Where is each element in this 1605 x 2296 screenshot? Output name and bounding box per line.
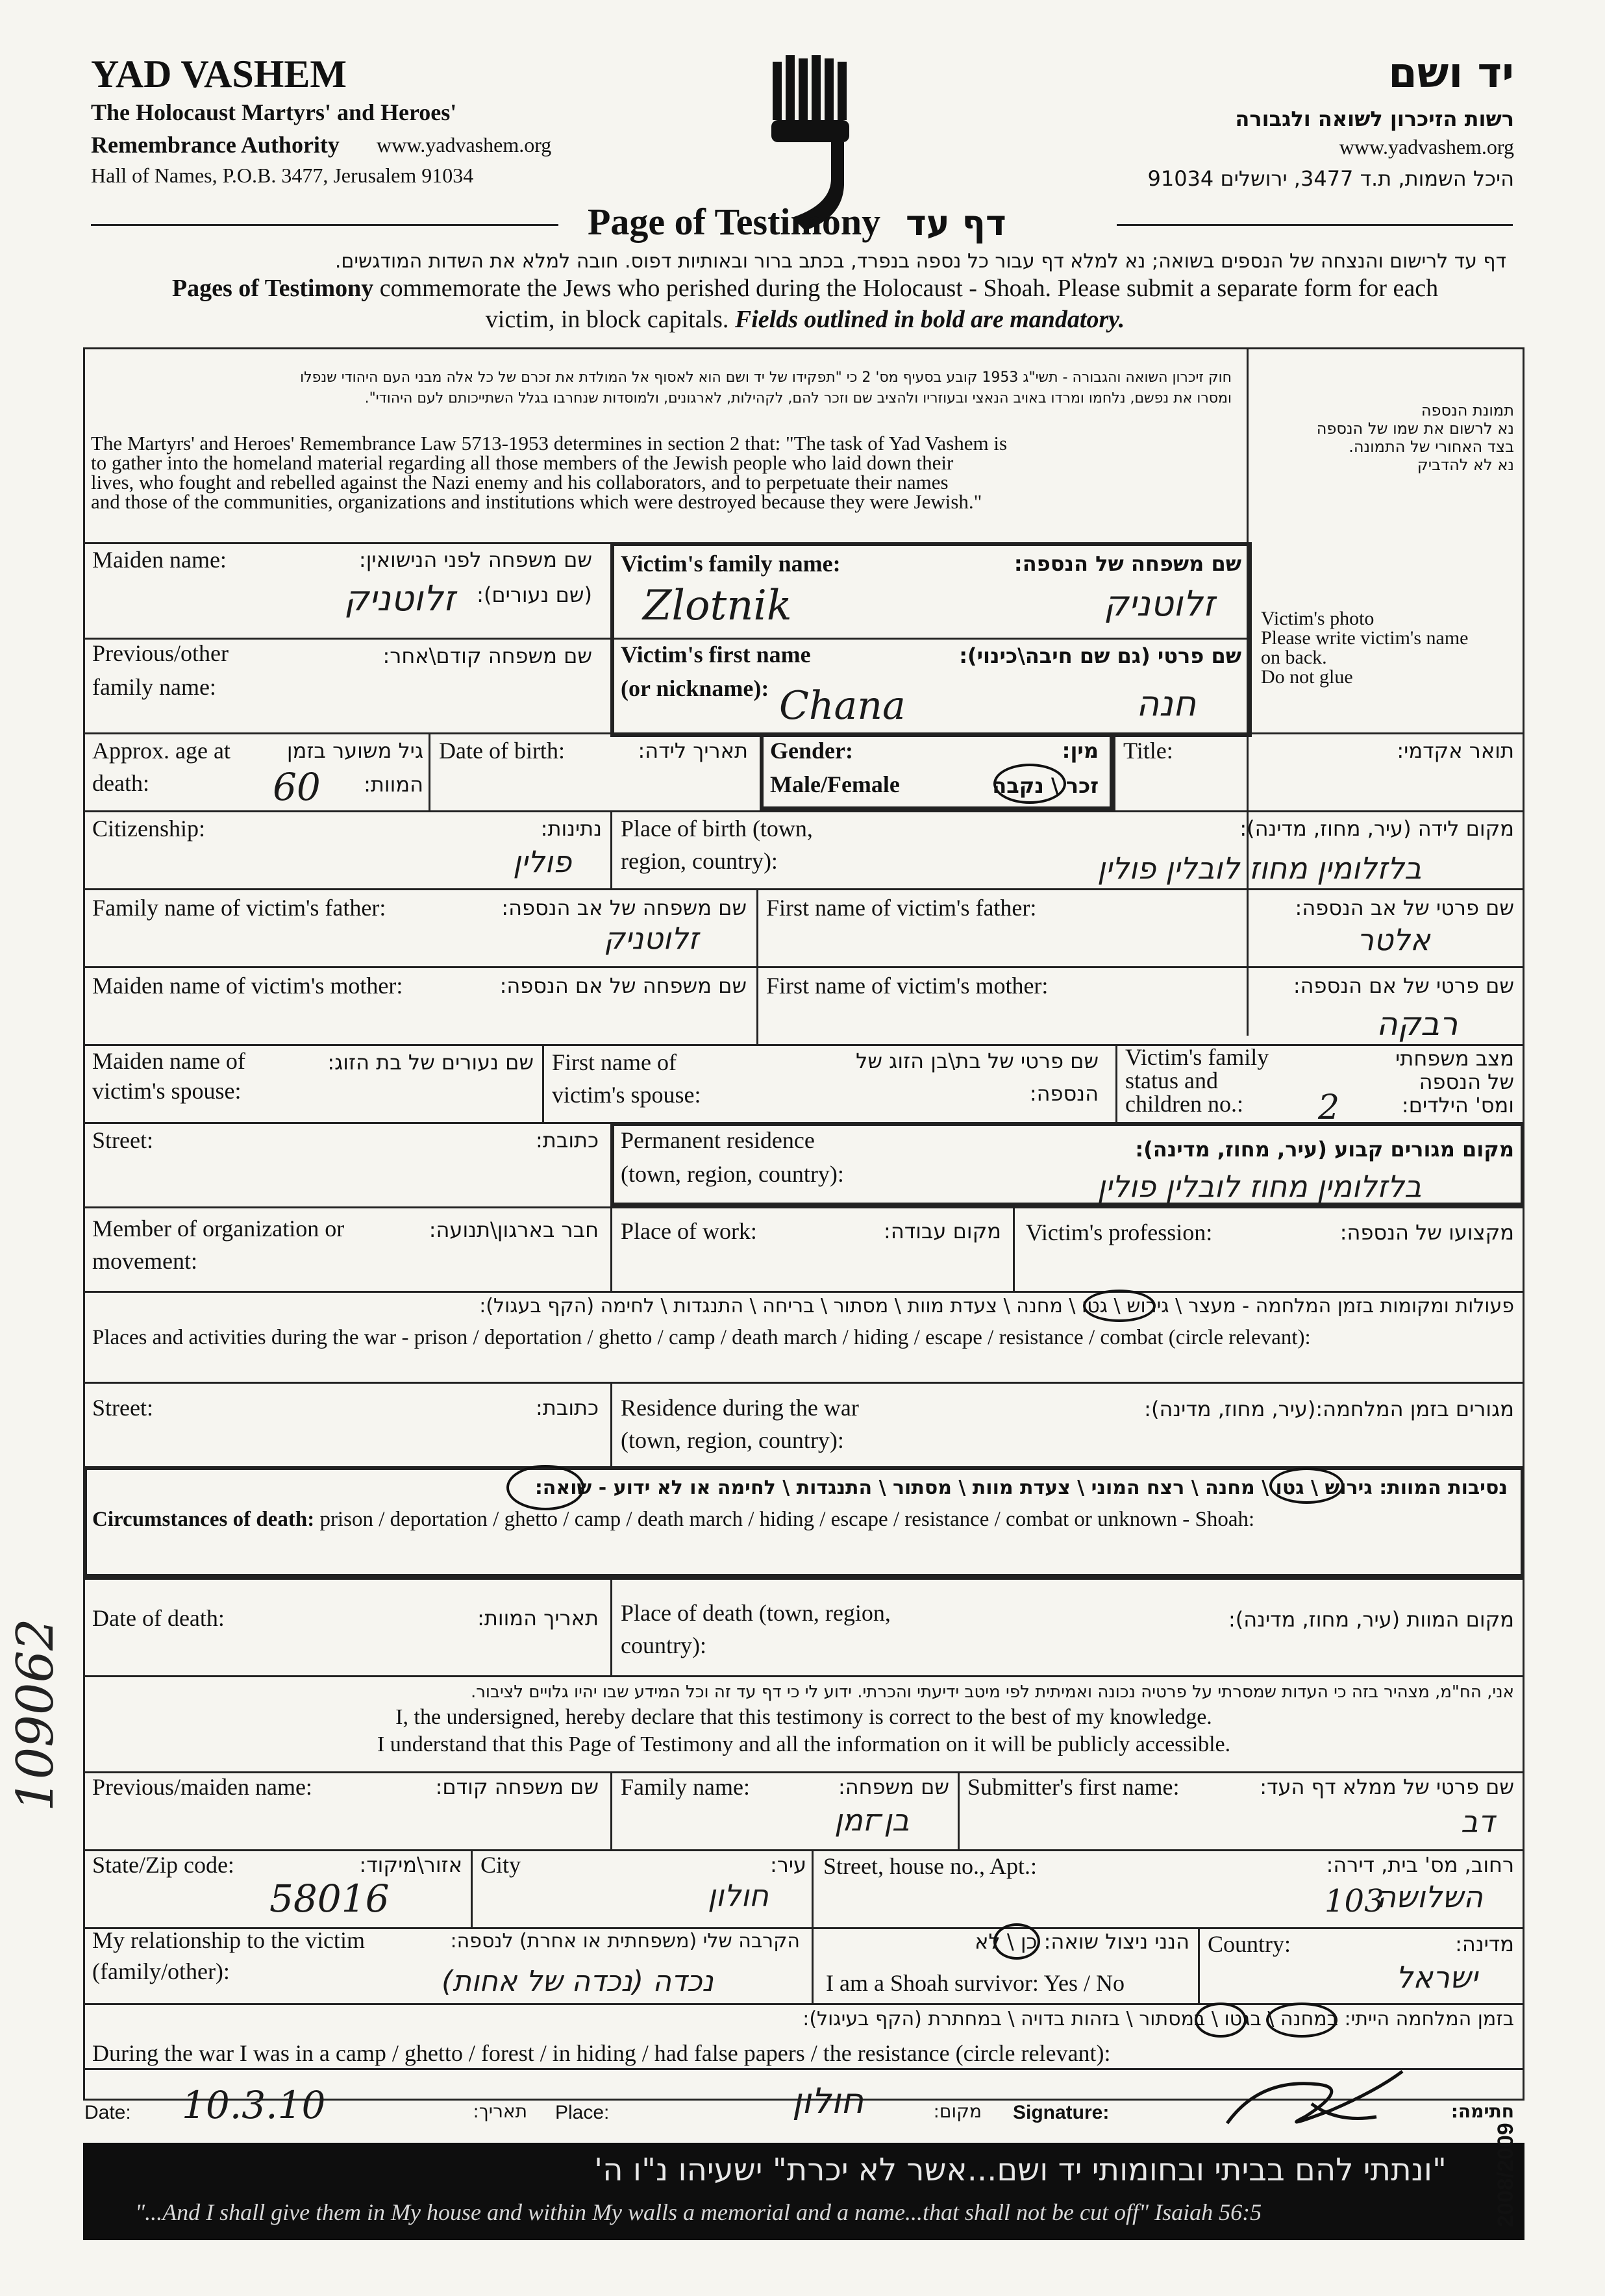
row-line bbox=[83, 1849, 1524, 1851]
survivor-label-he: הנני ניצול שואה: כן \ לא bbox=[975, 1929, 1189, 1954]
street-address-label-he: רחוב, מס' בית, דירה: bbox=[1326, 1853, 1514, 1877]
law-text-he: חוק זיכרון השואה והגבורה - תשי"ג 1953 קובע בסעיף מס' 2 כי "תפקידו של יד ושם הוא לאסוף אל המולדת את זכרם של כל אלה מבני העם היהודי שנפלו bbox=[300, 369, 1232, 386]
maiden-name-label-he: שם משפחה לפני הנישואין: bbox=[358, 547, 592, 572]
survivor-yes-circle[interactable] bbox=[993, 1923, 1040, 1960]
residence-label-he: מקום מגורים קבוע (עיר, מחוז, מדינה): bbox=[1135, 1137, 1514, 1162]
first-name-label: Victim's first name bbox=[621, 642, 811, 668]
photo-instructions-en bbox=[1261, 609, 1468, 687]
family-name-label: Victim's family name: bbox=[621, 551, 841, 577]
pob-label-he: מקום לידה (עיר, מחוז, מדינה): bbox=[1239, 816, 1514, 841]
law-line-3: lives, who fought and rebelled against the Nazi enemy and his collaborators, and to perpetuate their names bbox=[91, 471, 949, 493]
gender-label-he-2: זכר \ נקבה bbox=[992, 773, 1099, 798]
maiden-name-label-he-2: (שם נעורים): bbox=[477, 582, 592, 607]
signature-label-he: חתימה: bbox=[1450, 2101, 1514, 2122]
city-value[interactable]: חולון bbox=[708, 1878, 769, 1913]
signature-label: Signature: bbox=[1013, 2102, 1110, 2123]
submitter-prev-name-label-he: שם משפחה קודם: bbox=[435, 1775, 599, 1799]
address-he: היכל השמות, ת.ד 3477, ירושלים 91034 bbox=[1147, 166, 1514, 191]
row-line bbox=[83, 1578, 1524, 1580]
spouse-maiden-label: Maiden name of bbox=[92, 1048, 245, 1074]
war-residence-label-he: מגורים בזמן המלחמה:(עיר, מחוז, מדינה): bbox=[1144, 1397, 1514, 1421]
pod-label: Place of death (town, region, bbox=[621, 1600, 891, 1626]
pod-label-2: country): bbox=[621, 1632, 706, 1658]
country-value[interactable]: ישראל bbox=[1396, 1960, 1478, 1995]
city-label: City bbox=[480, 1852, 521, 1878]
first-name-label-he: שם פרטי (גם שם חיבה\כינוי): bbox=[959, 643, 1241, 668]
declaration-line-1: I, the undersigned, hereby declare that this testimony is correct to the best of my knowledge. bbox=[395, 1705, 1212, 1729]
age-label-he-2: המוות: bbox=[364, 772, 423, 797]
spouse-first-label-2: victim's spouse: bbox=[552, 1082, 701, 1108]
row-line bbox=[83, 1044, 1524, 1046]
father-family-value[interactable]: זלוטניק bbox=[604, 921, 699, 956]
date-value[interactable]: 10.3.10 bbox=[182, 2083, 326, 2127]
first-name-value-en[interactable]: Chana bbox=[779, 683, 906, 729]
profession-label-he: מקצועו של הנספה: bbox=[1339, 1220, 1514, 1245]
archive-number: 109062 bbox=[6, 1618, 65, 1812]
zip-value[interactable]: 58016 bbox=[269, 1877, 390, 1921]
family-status-label-he: מצב משפחתי bbox=[1395, 1046, 1514, 1071]
law-line-4: and those of the communities, organizations and institutions which were destroyed because they were Jewish." bbox=[91, 490, 982, 513]
col-line bbox=[1013, 1206, 1015, 1291]
footer-quote-en: "...And I shall give them in My house and within My walls a memorial and a name...that shall not be cut off" Isaiah 56:5 bbox=[135, 2199, 1262, 2225]
mother-maiden-label: Maiden name of victim's mother: bbox=[92, 973, 403, 999]
prev-name-label-he: שם משפחה קודם\אחר: bbox=[382, 643, 592, 668]
submitter-family-name-label: Family name: bbox=[621, 1774, 750, 1800]
header-divider-left bbox=[91, 224, 558, 226]
row-line bbox=[83, 966, 1524, 968]
place-label-he: מקום: bbox=[933, 2101, 982, 2122]
citizenship-label: Citizenship: bbox=[92, 816, 205, 842]
col-line bbox=[958, 1771, 960, 1849]
law-text-en bbox=[91, 434, 1240, 512]
relationship-label: My relationship to the victim bbox=[92, 1927, 365, 1953]
member-label-he: חבר בארגון\תנועה: bbox=[429, 1217, 599, 1242]
intro-en bbox=[91, 273, 1519, 335]
war-activities-he: פעולות ומקומות בזמן המלחמה - מעצר \ גירוש \ גטו \ מחנה \ צעדת מוות \ מסתור \ בריחה \ התנגדות \ לחימה (הקף בעגול): bbox=[479, 1295, 1514, 1317]
citizenship-value[interactable]: פולין bbox=[513, 844, 572, 879]
gender-female-circle[interactable] bbox=[993, 764, 1066, 804]
residence-label: Permanent residence bbox=[621, 1127, 815, 1153]
mother-first-label: First name of victim's mother: bbox=[766, 973, 1049, 999]
profession-label: Victim's profession: bbox=[1026, 1219, 1213, 1245]
photo-instructions-he bbox=[1267, 401, 1514, 474]
pob-value[interactable]: בלזלומין מחוז לובלין פולין bbox=[1097, 851, 1422, 886]
address-en: Hall of Names, P.O.B. 3477, Jerusalem 91034 bbox=[91, 164, 474, 187]
intro-he: דף עד לרישום והנצחה של הנספים בשואה; נא למלא דף עבור כל נספה בנפרד, בכתב ברור ובאותיות דפוס. חובה למלא את השדות המודגשים. bbox=[334, 250, 1506, 273]
col-line bbox=[610, 1578, 612, 1675]
father-family-label: Family name of victim's father: bbox=[92, 895, 386, 921]
maiden-name-label: Maiden name: bbox=[92, 547, 227, 573]
war-status-en: During the war I was in a camp / ghetto / forest / in hiding / had false papers / the resistance (circle relevant): bbox=[92, 2040, 1111, 2066]
father-first-value[interactable]: אלטר bbox=[1357, 922, 1430, 957]
page-title-en: Page of Testimony bbox=[588, 201, 881, 243]
age-label-he: גיל משוער בזמן bbox=[286, 738, 423, 763]
relationship-label-he: הקרבה שלי (משפחתית או אחרת) לנספה: bbox=[450, 1930, 800, 1953]
spouse-maiden-label-2: victim's spouse: bbox=[92, 1078, 242, 1104]
war-residence-label: Residence during the war bbox=[621, 1395, 859, 1421]
member-label-2: movement: bbox=[92, 1248, 197, 1274]
mother-first-label-he: שם פרטי של אם הנספה: bbox=[1293, 973, 1514, 998]
zip-label: State/Zip code: bbox=[92, 1852, 234, 1878]
row-line bbox=[83, 1675, 1524, 1677]
survivor-label: I am a Shoah survivor: Yes / No bbox=[826, 1970, 1125, 1996]
submitter-family-name-value[interactable]: בן־זמן bbox=[834, 1803, 910, 1838]
dod-label: Date of death: bbox=[92, 1605, 225, 1631]
war-residence-label-2: (town, region, country): bbox=[621, 1427, 844, 1453]
spouse-first-label-he-2: הנספה: bbox=[1029, 1081, 1099, 1106]
family-status-label-he-3: ומס' הילדים: bbox=[1401, 1093, 1514, 1117]
death-circ-en-text: prison / deportation / ghetto / camp / death march / hiding / escape / resistance / combat or unknown - Shoah: bbox=[314, 1508, 1255, 1531]
col-line bbox=[429, 732, 430, 810]
page-title-he: דף עד bbox=[906, 203, 1006, 243]
website-en: www.yadvashem.org bbox=[377, 133, 552, 156]
family-status-value[interactable]: 2 bbox=[1318, 1088, 1340, 1127]
photo-en-line: on back. bbox=[1261, 647, 1327, 668]
col-line bbox=[542, 1044, 544, 1122]
intro-en-text: commemorate the Jews who perished during the Holocaust - Shoah. Please submit a separate form for each bbox=[373, 275, 1439, 302]
gender-label-he: מין: bbox=[1062, 738, 1099, 763]
family-name-label-he: שם משפחה של הנספה: bbox=[1014, 551, 1241, 576]
family-status-label-3: children no.: bbox=[1125, 1091, 1243, 1117]
col-line bbox=[610, 1206, 612, 1291]
col-line bbox=[756, 888, 758, 1044]
photo-en-line: Victim's photo bbox=[1261, 608, 1375, 629]
first-name-label-2: (or nickname): bbox=[621, 675, 769, 701]
street-address-label: Street, house no., Apt.: bbox=[823, 1853, 1037, 1879]
country-label: Country: bbox=[1208, 1931, 1291, 1957]
intro-en-bold: Pages of Testimony bbox=[171, 275, 374, 302]
place-label: Place: bbox=[555, 2102, 610, 2123]
zip-label-he: אזור\מיקוד: bbox=[359, 1853, 462, 1877]
relationship-value[interactable]: נכדה (נכדה של אחות) bbox=[442, 1965, 714, 1998]
father-first-label-he: שם פרטי של אב הנספה: bbox=[1295, 895, 1514, 920]
footer-banner bbox=[83, 2143, 1524, 2240]
ghetto-circle[interactable] bbox=[1195, 2003, 1247, 2038]
age-value[interactable]: 60 bbox=[273, 765, 321, 809]
org-subtitle-en: The Holocaust Martyrs' and Heroes' bbox=[91, 99, 457, 125]
relationship-label-2: (family/other): bbox=[92, 1958, 230, 1984]
law-line-1: The Martyrs' and Heroes' Remembrance Law 5713-1953 determines in section 2 that: "The task of Yad Vashem is bbox=[91, 432, 1008, 455]
title-label: Title: bbox=[1123, 738, 1173, 764]
father-family-label-he: שם משפחה של אב הנספה: bbox=[501, 895, 747, 920]
residence-value[interactable]: בלזלומין מחוז לובלין פולין bbox=[1097, 1169, 1422, 1204]
war-street-label-he: כתובת: bbox=[536, 1395, 599, 1420]
row-line bbox=[83, 1382, 1524, 1384]
dob-label: Date of birth: bbox=[439, 738, 565, 764]
deportation-circle[interactable] bbox=[1083, 1290, 1156, 1322]
work-label: Place of work: bbox=[621, 1218, 757, 1244]
submitter-family-name-label-he: שם משפחה: bbox=[838, 1775, 949, 1799]
work-label-he: מקום עבודה: bbox=[884, 1219, 1001, 1243]
form-code: 2008/2009 bbox=[1493, 2123, 1518, 2227]
photo-he-line: נא לרשום את שמו של הנספה bbox=[1316, 419, 1514, 438]
residence-label-2: (town, region, country): bbox=[621, 1161, 844, 1187]
street-name-value[interactable]: השלושה bbox=[1376, 1879, 1483, 1914]
law-line-2: to gather into the homeland material regarding all those members of the Jewish people who laid down their bbox=[91, 451, 954, 474]
death-circ-en-bold: Circumstances of death: bbox=[92, 1508, 315, 1531]
signature-mark[interactable] bbox=[1221, 2065, 1415, 2136]
col-line bbox=[610, 1382, 612, 1466]
street-number-value[interactable]: 103 bbox=[1325, 1883, 1384, 1919]
death-circ-he: נסיבות המוות: גירוש \ גטו \ מחנה \ רצח המוני \ צעדת מוות \ מסתור \ התנגדות \ לחימה או לא ידוע - שואה: bbox=[534, 1477, 1508, 1499]
family-status-label-2: status and bbox=[1125, 1067, 1218, 1093]
row-line bbox=[83, 1291, 1524, 1293]
citizenship-label-he: נתינות: bbox=[540, 816, 602, 841]
col-line bbox=[1198, 1927, 1200, 2003]
col-line bbox=[610, 810, 612, 888]
spouse-first-label: First name of bbox=[552, 1049, 677, 1075]
death-circ-en bbox=[92, 1505, 1254, 1534]
family-status-label-he-2: של הנספה bbox=[1419, 1069, 1514, 1094]
org-subtitle-en-2: Remembrance Authority bbox=[91, 132, 340, 158]
submitter-first-name-value[interactable]: דב bbox=[1461, 1804, 1495, 1839]
website-he: www.yadvashem.org bbox=[1339, 135, 1514, 158]
col-line bbox=[1115, 1044, 1117, 1122]
col-line bbox=[1114, 732, 1115, 810]
age-label: Approx. age at bbox=[92, 738, 230, 764]
prev-name-label-2: family name: bbox=[92, 674, 216, 700]
row-line bbox=[83, 1206, 1524, 1208]
pob-label: Place of birth (town, bbox=[621, 816, 813, 842]
declaration-en bbox=[83, 1704, 1524, 1758]
street-label: Street: bbox=[92, 1127, 153, 1153]
war-activities-en: Places and activities during the war - prison / deportation / ghetto / camp / death march / hiding / escape / resistance / combat (circle relevant): bbox=[92, 1326, 1311, 1349]
org-subtitle-he: רשות הזיכרון לשואה ולגבורה bbox=[1235, 106, 1514, 131]
family-name-value-en[interactable]: Zlotnik bbox=[643, 582, 792, 630]
city-label-he: עיר: bbox=[769, 1853, 806, 1877]
col-line bbox=[812, 1927, 814, 2003]
date-label-he: תאריך: bbox=[473, 2101, 527, 2122]
prev-name-label: Previous/other bbox=[92, 640, 229, 666]
father-first-label: First name of victim's father: bbox=[766, 895, 1037, 921]
mother-maiden-label-he: שם משפחה של אם הנספה: bbox=[499, 973, 747, 998]
title-label-he: תואר אקדמי: bbox=[1397, 738, 1514, 763]
pod-label-he: מקום המוות (עיר, מחוז, מדינה): bbox=[1228, 1607, 1514, 1632]
war-street-label: Street: bbox=[92, 1395, 153, 1421]
mother-first-value[interactable]: רבקה bbox=[1376, 1005, 1458, 1043]
camp-circle[interactable] bbox=[1266, 2003, 1338, 2038]
col-line bbox=[812, 1849, 814, 1927]
shoah-circle[interactable] bbox=[506, 1465, 584, 1510]
family-status-label: Victim's family bbox=[1125, 1044, 1269, 1070]
footer-quote-he: "ונתתי להם בביתי ובחומותי יד ושם...אשר לא יכרת" ישעיהו נ"ו ה' bbox=[594, 2152, 1447, 2188]
spouse-first-label-he: שם פרטי של בת\בן הזוג של bbox=[856, 1049, 1099, 1073]
family-name-value-he[interactable]: זלוטניק bbox=[1104, 583, 1215, 624]
place-value[interactable]: חולון bbox=[792, 2080, 864, 2121]
deportation-death-circle[interactable] bbox=[1269, 1467, 1344, 1504]
war-status-he: בזמן המלחמה הייתי: במחנה \ בגטו \ במסתור \ בזהות בדויה \ במחתרת (הקף בעיגול): bbox=[802, 2008, 1514, 2030]
dod-label-he: תאריך המוות: bbox=[477, 1606, 599, 1630]
submitter-prev-name-label: Previous/maiden name: bbox=[92, 1774, 312, 1800]
dob-label-he: תאריך לידה: bbox=[638, 738, 748, 763]
col-line bbox=[471, 1849, 473, 1927]
member-label: Member of organization or bbox=[92, 1216, 345, 1242]
header-divider-right bbox=[1117, 224, 1513, 226]
street-label-he: כתובת: bbox=[536, 1128, 599, 1153]
org-name-he: יד ושם bbox=[1388, 49, 1514, 97]
declaration-line-2: I understand that this Page of Testimony and all the information on it will be publicly accessible. bbox=[377, 1732, 1231, 1756]
org-name-en: YAD VASHEM bbox=[91, 53, 347, 95]
intro-en-text-2: victim, in block capitals. bbox=[485, 306, 735, 333]
declaration-he: אני, הח"מ, מצהיר בזה כי העדות שמסרתי על פרטיה נכונה ואמיתית לפי מיטב ידיעתי והכרתי. ידוע לי כי דף עד זה וכל המידע שבו יהיו גלויים לציבור. bbox=[470, 1682, 1514, 1702]
row-line bbox=[83, 888, 1524, 890]
gender-label: Gender: bbox=[770, 738, 853, 764]
submitter-first-name-label-he: שם פרטי של ממלא דף העד: bbox=[1260, 1775, 1514, 1799]
photo-en-line: Do not glue bbox=[1261, 666, 1353, 688]
col-line bbox=[610, 1771, 612, 1849]
photo-he-line: בצד האחורי של התמונה. bbox=[1349, 438, 1514, 456]
intro-en-italic: Fields outlined in bold are mandatory. bbox=[734, 306, 1125, 333]
gender-label-2: Male/Female bbox=[770, 771, 900, 797]
country-label-he: מדינה: bbox=[1455, 1932, 1514, 1956]
pob-label-2: region, country): bbox=[621, 848, 778, 874]
first-name-value-he[interactable]: חנה bbox=[1136, 683, 1197, 724]
photo-he-line: נא לא להדביק bbox=[1417, 456, 1514, 474]
date-label: Date: bbox=[84, 2102, 131, 2123]
photo-he-line: תמונת הנספה bbox=[1421, 401, 1514, 419]
submitter-first-name-label: Submitter's first name: bbox=[967, 1774, 1180, 1800]
row-line bbox=[83, 810, 1524, 812]
law-text-he-2: ומסרו את נפשם, נלחמו ומרדו באויב הנאצי ובעוזריו ולהציב שם וזכר להם, לקהילות, לארגונים, ולמוסדות שנחרבו בגלל השתייכותם לעם היהודי". bbox=[364, 390, 1232, 406]
spouse-maiden-label-he: שם נעורים של בת הזוג: bbox=[327, 1050, 534, 1075]
maiden-name-value[interactable]: זלוטניק bbox=[344, 578, 456, 619]
victim-name-divider bbox=[610, 638, 1252, 640]
age-label-2: death: bbox=[92, 770, 149, 796]
photo-en-line: Please write victim's name bbox=[1261, 627, 1469, 649]
